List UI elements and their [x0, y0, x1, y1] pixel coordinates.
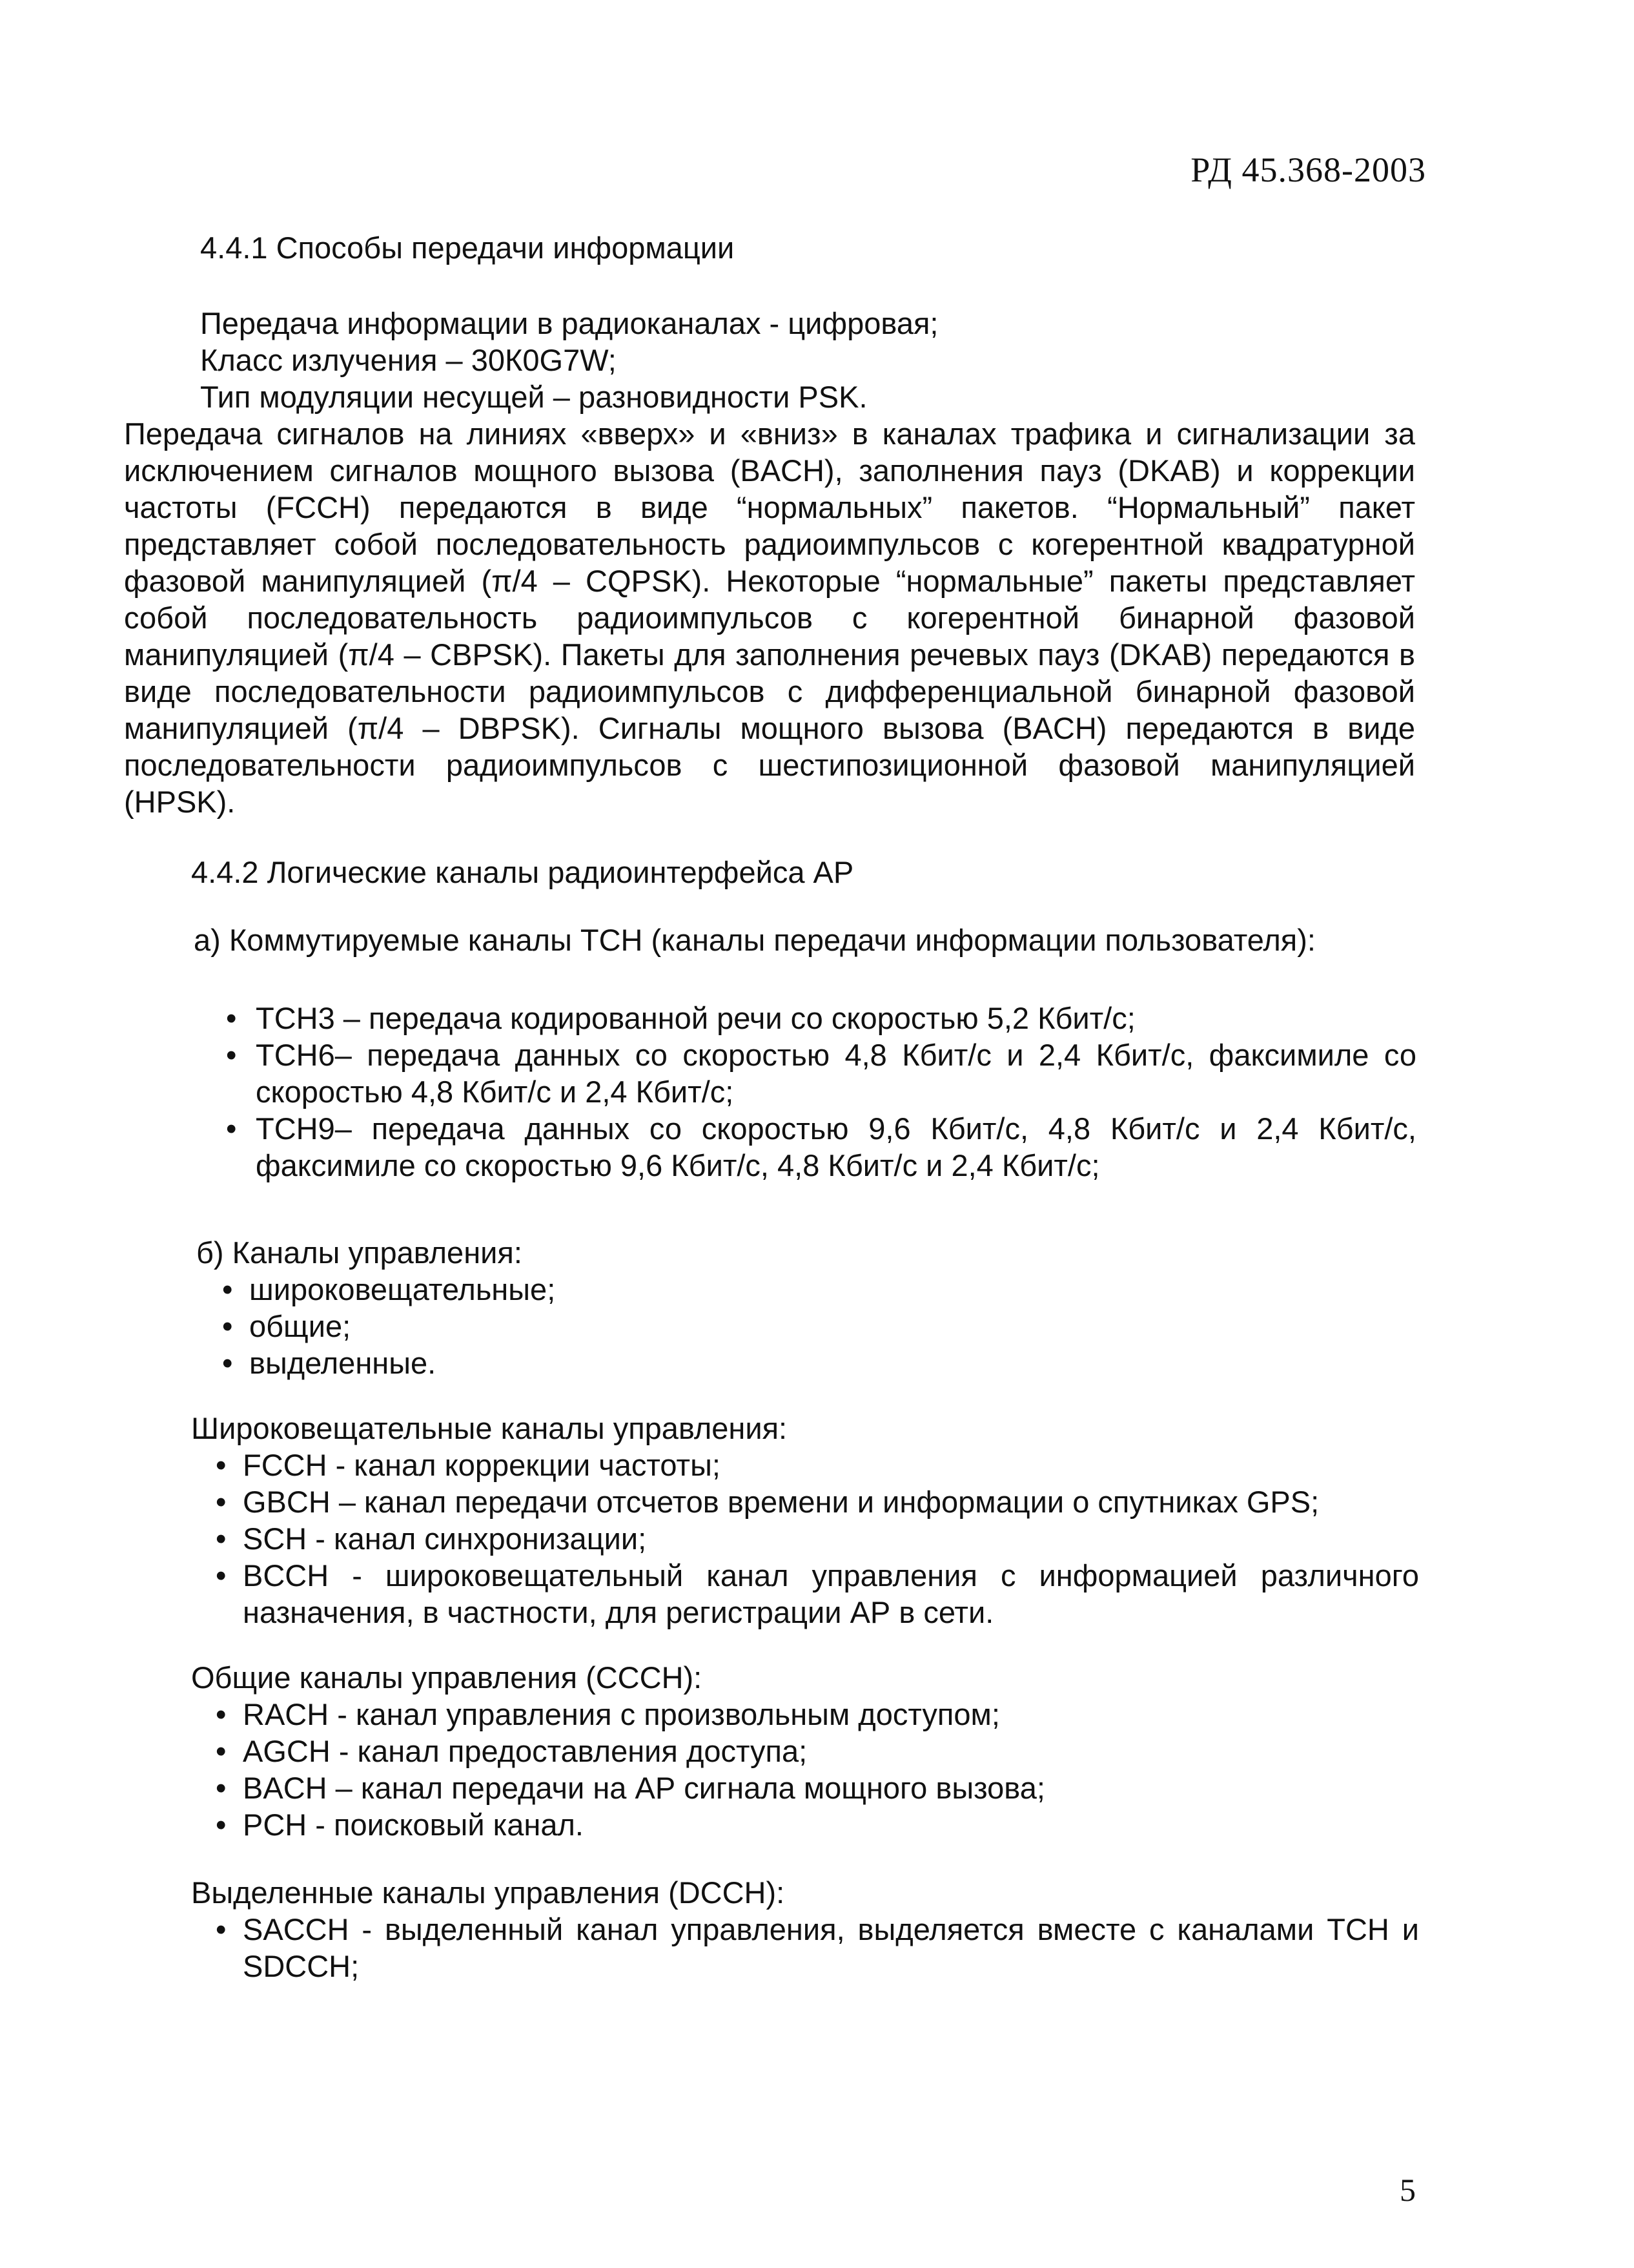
- bullet-icon: •: [226, 1111, 237, 1146]
- page-number: 5: [1400, 2172, 1416, 2208]
- switched-channels-heading: а) Коммутируемые каналы ТСН (каналы передачи информации пользователя):: [194, 923, 1316, 957]
- bullet-icon: •: [222, 1272, 233, 1306]
- list-item: • TCH3 – передача кодированной речи со скоростью 5,2 Кбит/с;: [226, 1001, 1136, 1035]
- bullet-icon: •: [216, 1485, 227, 1519]
- bullet-icon: •: [222, 1346, 233, 1380]
- list-item: • общие;: [222, 1309, 351, 1343]
- list-item: • SACCH - выделенный канал управления, выделяется вместе с каналами TCH и SDCCH;: [216, 1912, 1419, 1983]
- transmission-line: Класс излучения – 30К0G7W;: [200, 343, 617, 377]
- transmission-lines: [200, 305, 1422, 415]
- list-item: • выделенные.: [222, 1346, 436, 1380]
- list-item: • BACH – канал передачи на АР сигнала мощного вызова;: [216, 1771, 1045, 1805]
- broadcast-channels-list: [212, 1447, 1419, 1631]
- transmission-line: Передача информации в радиоканалах - цифровая;: [200, 306, 939, 340]
- list-item: • широковещательные;: [222, 1272, 556, 1306]
- bullet-icon: •: [216, 1734, 227, 1768]
- dedicated-channels-list: [212, 1911, 1419, 1984]
- bullet-icon: •: [216, 1912, 227, 1946]
- section-4-4-1-title: 4.4.1 Способы передачи информации: [200, 231, 735, 265]
- list-item: • AGCH - канал предоставления доступа;: [216, 1734, 808, 1768]
- bullet-icon: •: [216, 1521, 227, 1556]
- bullet-icon: •: [226, 1001, 237, 1035]
- document-body: [124, 229, 1422, 1984]
- bullet-icon: •: [216, 1771, 227, 1805]
- bullet-icon: •: [222, 1309, 233, 1343]
- list-item: • TCH6– передача данных со скоростью 4,8 Кбит/с и 2,4 Кбит/с, факсимиле со скоростью 4,8 Кбит/с и 2,4 Кбит/с;: [226, 1038, 1416, 1109]
- list-item: • SCH - канал синхронизации;: [216, 1521, 647, 1556]
- common-channels-heading: Общие каналы управления (СССН):: [191, 1660, 702, 1695]
- list-item: • TCH9– передача данных со скоростью 9,6 Кбит/с, 4,8 Кбит/с и 2,4 Кбит/с, факсимиле со скоростью 9,6 Кбит/с, 4,8 Кбит/с и 2,4 Кбит/с;: [226, 1111, 1416, 1182]
- section-4-4-2-title: 4.4.2 Логические каналы радиоинтерфейса АР: [191, 855, 854, 889]
- broadcast-channels-heading: Широковещательные каналы управления:: [191, 1411, 788, 1445]
- bullet-icon: •: [216, 1697, 227, 1731]
- bullet-icon: •: [216, 1448, 227, 1482]
- document-code: РД 45.368-2003: [1190, 150, 1426, 189]
- list-item: • GBCH – канал передачи отсчетов времени и информации о спутниках GPS;: [216, 1485, 1320, 1519]
- list-item: • BCCH - широковещательный канал управления с информацией различного назначения, в частности, для регистрации АР в сети.: [216, 1558, 1419, 1629]
- control-channels-heading: б) Каналы управления:: [196, 1235, 522, 1270]
- bullet-icon: •: [216, 1808, 227, 1842]
- bullet-icon: •: [216, 1558, 227, 1593]
- control-channels-list: [218, 1271, 1419, 1381]
- switched-channels-list: [222, 1000, 1416, 1184]
- transmission-line: Тип модуляции несущей – разновидности PSK.: [200, 380, 868, 414]
- list-item: • FCCH - канал коррекции частоты;: [216, 1448, 720, 1482]
- transmission-paragraph: Передача сигналов на линиях «вверх» и «вниз» в каналах трафика и сигнализации за исключением сигналов мощного вызова (BACH), заполнения пауз (DKAB) и коррекции частоты (FCCH) передаются в виде “нормальных” пакетов. “Нормальный” пакет представляет собой последовательность радиоимпульсов с когерентной квадратурной фазовой манипуляцией (π/4 – CQPSK). Некоторые “нормальные” пакеты представляет собой последовательность радиоимпульсов с когерентной бинарной фазовой манипуляцией (π/4 – CBPSK). Пакеты для заполнения речевых пауз (DKAB) передаются в виде последовательности радиоимпульсов с дифференциальной бинарной фазовой манипуляцией (π/4 – DBPSK). Сигналы мощного вызова (BACH) передаются в виде последовательности радиоимпульсов с шестипозиционной фазовой манипуляцией (HPSK).: [124, 417, 1415, 819]
- dedicated-channels-heading: Выделенные каналы управления (DCCH):: [191, 1875, 785, 1910]
- bullet-icon: •: [226, 1038, 237, 1072]
- common-channels-list: [212, 1696, 1419, 1843]
- list-item: • RACH - канал управления с произвольным доступом;: [216, 1697, 1000, 1731]
- list-item: • PCH - поисковый канал.: [216, 1808, 584, 1842]
